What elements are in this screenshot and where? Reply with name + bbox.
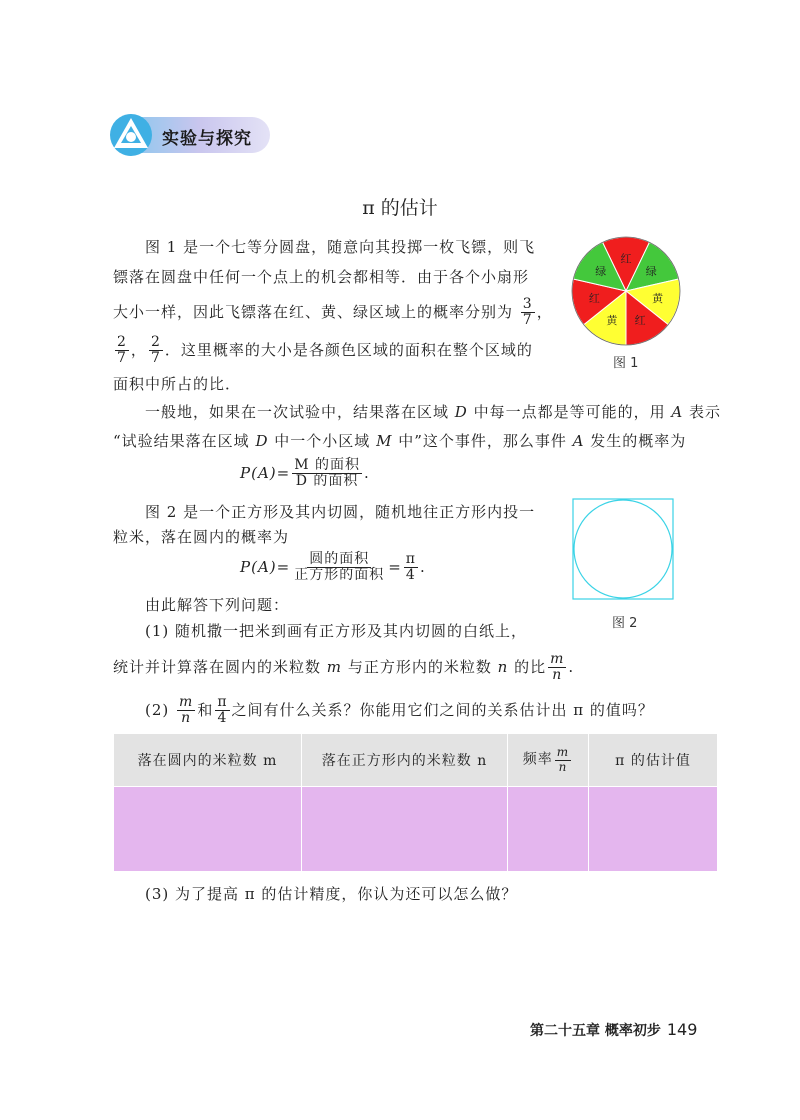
var-A: A [572,432,585,450]
page-title: π 的估计 [362,197,438,219]
table-cell[interactable] [589,787,718,872]
text: 一般地，如果在一次试验中，结果落在区域 [145,403,450,421]
page-footer [530,1020,697,1040]
para1-line4-text: ．这里概率的大小是各颜色区域的面积在整个区域的 [164,340,533,359]
para4-intro: 由此解答下列问题： [145,596,290,614]
chapter-title: 第二十五章 概率初步 [530,1023,661,1039]
para1-line1: 图 1 是一个七等分圆盘，随意向其投掷一枚飞镖，则飞 [145,238,536,256]
m-over-n-fraction [177,695,195,727]
equals: = [388,557,402,576]
table-header-cell: 落在正方形内的米粒数 n [302,734,508,787]
formula2-fraction [292,552,386,584]
frac-num: 圆的面积 [309,551,370,567]
q3-line: (3) 为了提高 π 的估计精度，你认为还可以怎么做？ [145,885,518,903]
comma: ， [130,340,147,359]
frac-den: 7 [150,350,161,367]
data-table [113,733,718,872]
table-header-row [114,734,718,787]
var-D: D [255,432,269,450]
para1-line4 [113,335,533,367]
text: 表示 [689,403,722,421]
frac-num: 2 [150,334,161,350]
frac-den: n [181,710,192,727]
sector-label: 绿 [595,264,607,278]
sector-label: 红 [620,252,632,266]
q2-line [145,695,654,727]
text: 中每一点都是等可能的，用 [473,403,666,421]
text: 中一个小区域 [274,432,371,450]
figure2-square-circle [572,498,674,600]
pi-over-4-fraction [215,695,229,727]
para1-line3-text: 大小一样，因此飞镖落在红、黄、绿区域上的概率分别为 [113,302,514,321]
figure1-label: 图 1 [613,356,639,371]
para3-line2: 粒米，落在圆内的概率为 [113,528,290,546]
sector-label: 黄 [652,292,664,306]
figure2-label: 图 2 [612,616,638,631]
frac-num: m [550,651,565,667]
var-m: m [326,657,343,676]
comma: ， [536,302,553,321]
frac-num: π [405,551,416,567]
var-M: M [376,432,393,450]
frac-num: 2 [117,334,127,350]
frac-den: 7 [117,350,127,367]
table-cell[interactable] [302,787,508,872]
text: “试验结果落在区域 [113,432,250,450]
period: . [419,557,426,576]
formula2 [240,552,426,584]
formula-lhs: P(A)= [240,557,291,576]
table-header-cell [508,734,589,787]
sector-label: 红 [634,314,646,328]
formula-lhs: P(A)= [240,463,291,482]
formula1-fraction [292,458,362,490]
para3-line1: 图 2 是一个正方形及其内切圆，随机地往正方形内投一 [145,503,536,521]
sector-label: 红 [588,292,600,306]
var-n: n [497,657,509,676]
table-row [114,787,718,872]
fraction-2-7-b [149,335,163,367]
frac-num: 3 [522,296,533,312]
q1-line1: (1) 随机撒一把米到画有正方形及其内切圆的白纸上， [145,622,528,640]
sector-label: 绿 [645,264,657,278]
frac-den: n [558,759,568,774]
text: 统计并计算落在圆内的米粒数 [113,657,322,676]
period: . [364,463,370,482]
triangle-circle-logo-icon [108,112,154,158]
text: 发生的概率为 [590,432,687,450]
q2-label: (2) [145,700,170,719]
period: . [568,657,575,676]
text: 频率 [522,752,553,768]
frac-num: M 的面积 [294,457,360,473]
m-over-n-fraction [548,652,566,684]
q1-line2 [113,652,574,684]
frac-den: 正方形的面积 [294,567,385,584]
para2-line1 [145,405,721,420]
fraction-3-7 [521,297,535,329]
q2-text: 之间有什么关系？你能用它们之间的关系估计出 π 的值吗？ [231,700,654,719]
table-cell[interactable] [508,787,589,872]
frac-den: D 的面积 [295,473,359,490]
table-header-cell: 落在圆内的米粒数 m [114,734,302,787]
frac-den: 7 [522,312,533,329]
pi-over-4-fraction [404,552,418,584]
var-A: A [671,403,684,421]
table-header-cell: π 的估计值 [589,734,718,787]
frac-num: π [217,694,228,710]
text: 中”这个事件，那么事件 [398,432,567,450]
m-over-n-fraction [555,746,571,773]
table-cell[interactable] [114,787,302,872]
formula1 [240,458,370,490]
figure1-disc [570,235,682,347]
para1-line5: 面积中所占的比． [113,375,242,393]
frac-num: m [179,694,194,710]
para1-line2: 镖落在圆盘中任何一个点上的机会都相等．由于各个小扇形 [113,268,530,286]
para1-line3 [113,297,553,329]
var-D: D [454,403,468,421]
frac-den: n [552,667,563,684]
sector-label: 黄 [606,314,618,328]
frac-num: m [556,745,570,760]
frac-den: 4 [217,710,228,727]
text: 和 [197,700,214,719]
section-title: 实验与探究 [162,129,252,149]
para2-line2 [113,434,686,449]
page-number: 149 [666,1020,698,1039]
fraction-2-7-a [115,335,129,367]
text: 的比 [514,657,547,676]
frac-den: 4 [405,567,416,584]
inscribed-circle [574,500,672,598]
text: 与正方形内的米粒数 [347,657,492,676]
